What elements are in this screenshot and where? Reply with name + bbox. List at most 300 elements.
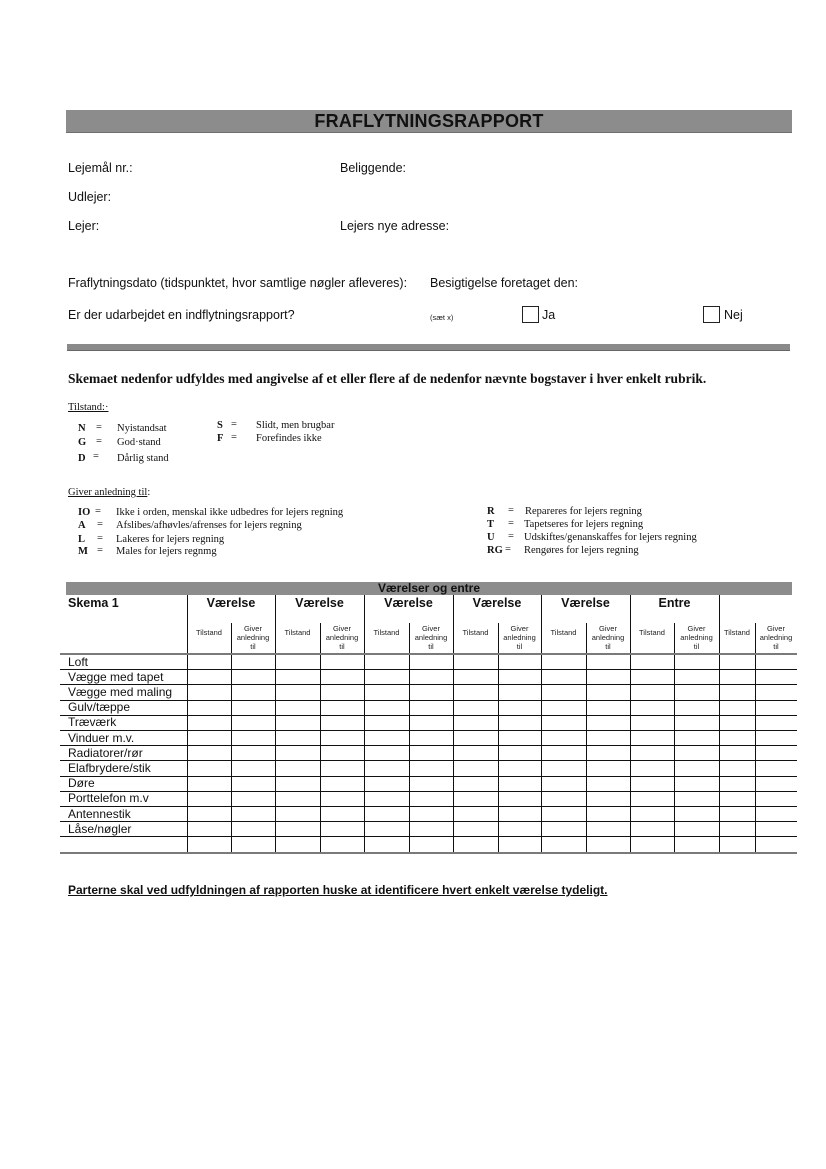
- tilstand-cell[interactable]: [542, 701, 586, 715]
- row-label: Loft: [68, 654, 89, 669]
- giver-anledning-line: anledning: [503, 633, 536, 642]
- legend-desc: Repareres for lejers regning: [525, 506, 642, 517]
- giver-anledning-subheader: [320, 624, 364, 651]
- ja-label: Ja: [542, 308, 556, 322]
- giver-anledning-cell[interactable]: [587, 685, 630, 699]
- tilstand-cell[interactable]: [631, 701, 674, 715]
- tilstand-cell[interactable]: [276, 807, 320, 821]
- giver-anledning-line: til: [516, 642, 523, 651]
- legend-desc: Nyistandsat: [117, 423, 167, 434]
- tilstand-cell[interactable]: [365, 777, 409, 791]
- legend-code: A: [78, 520, 86, 531]
- giver-anledning-cell[interactable]: [410, 746, 453, 760]
- giver-anledning-cell[interactable]: [587, 807, 630, 821]
- anledning-heading-text: Giver anledning til: [68, 487, 148, 498]
- tilstand-cell[interactable]: [631, 837, 674, 851]
- table-band-title: Værelser og entre: [377, 581, 481, 595]
- giver-anledning-line: anledning: [236, 633, 270, 642]
- legend-code: IO: [78, 507, 91, 518]
- tilstand-cell[interactable]: [188, 777, 231, 791]
- ja-checkbox[interactable]: [522, 306, 539, 323]
- tilstand-cell[interactable]: [276, 731, 320, 745]
- tilstand-subheader: Tilstand: [373, 628, 400, 637]
- legend-eq: =: [231, 432, 237, 443]
- legend-desc: God·stand: [117, 437, 161, 448]
- giver-anledning-cell[interactable]: [756, 731, 797, 745]
- giver-anledning-cell[interactable]: [675, 701, 719, 715]
- tilstand-subheader: Tilstand: [639, 628, 665, 637]
- tilstand-cell[interactable]: [188, 701, 231, 715]
- legend-code: M: [78, 546, 88, 557]
- tilstand-cell[interactable]: [542, 655, 586, 669]
- giver-anledning-line: anledning: [759, 633, 793, 642]
- giver-anledning-subheader: [755, 624, 797, 651]
- legend-eq: =: [95, 506, 101, 517]
- legend-eq: =: [96, 422, 102, 433]
- giver-anledning-cell[interactable]: [410, 761, 453, 775]
- tilstand-cell[interactable]: [631, 822, 674, 836]
- giver-anledning-cell[interactable]: [499, 746, 541, 760]
- tilstand-cell[interactable]: [542, 807, 586, 821]
- giver-anledning-cell[interactable]: [587, 746, 630, 760]
- tilstand-cell[interactable]: [631, 685, 674, 699]
- giver-anledning-line: til: [250, 642, 256, 651]
- giver-anledning-cell[interactable]: [321, 822, 364, 836]
- giver-anledning-line: Giver: [244, 624, 262, 633]
- lejemaal-label: Lejemål nr.:: [68, 161, 133, 175]
- giver-anledning-cell[interactable]: [499, 761, 541, 775]
- tilstand-cell[interactable]: [365, 807, 409, 821]
- giver-anledning-cell[interactable]: [675, 792, 719, 806]
- tilstand-cell[interactable]: [454, 670, 498, 684]
- giver-anledning-cell[interactable]: [410, 655, 453, 669]
- legend-eq: =: [508, 505, 514, 516]
- giver-anledning-line: anledning: [325, 633, 359, 642]
- tilstand-cell[interactable]: [276, 792, 320, 806]
- saet-x-hint: (sæt x): [430, 313, 454, 322]
- giver-anledning-cell[interactable]: [587, 731, 630, 745]
- tilstand-subheader: Tilstand: [462, 628, 489, 637]
- tilstand-cell[interactable]: [720, 792, 755, 806]
- tilstand-cell[interactable]: [720, 746, 755, 760]
- lejers-nye-adresse-label: Lejers nye adresse:: [340, 219, 450, 233]
- giver-anledning-subheader: [586, 624, 630, 651]
- giver-anledning-cell[interactable]: [675, 670, 719, 684]
- giver-anledning-cell[interactable]: [587, 716, 630, 730]
- giver-anledning-subheader: [231, 624, 275, 651]
- tilstand-cell[interactable]: [720, 716, 755, 730]
- tilstand-subheader: Tilstand: [724, 628, 750, 637]
- legend-desc: Rengøres for lejers regning: [524, 545, 639, 556]
- giver-anledning-cell[interactable]: [499, 655, 541, 669]
- legend-code: RG: [487, 545, 503, 556]
- giver-anledning-cell[interactable]: [410, 701, 453, 715]
- tilstand-cell[interactable]: [188, 807, 231, 821]
- legend-desc: Slidt, men brugbar: [256, 420, 335, 431]
- tilstand-cell[interactable]: [365, 716, 409, 730]
- giver-anledning-cell[interactable]: [232, 822, 275, 836]
- tilstand-cell[interactable]: [631, 792, 674, 806]
- udlejer-label: Udlejer:: [68, 190, 112, 204]
- legend-code: G: [78, 437, 87, 448]
- row-label: Vinduer m.v.: [68, 730, 135, 745]
- giver-anledning-cell[interactable]: [321, 670, 364, 684]
- legend-eq: =: [97, 533, 103, 544]
- giver-anledning-cell[interactable]: [675, 761, 719, 775]
- giver-anledning-cell[interactable]: [321, 701, 364, 715]
- tilstand-cell[interactable]: [365, 655, 409, 669]
- giver-anledning-cell[interactable]: [756, 685, 797, 699]
- giver-anledning-cell[interactable]: [675, 716, 719, 730]
- lejer-label: Lejer:: [68, 219, 100, 233]
- giver-anledning-cell[interactable]: [232, 777, 275, 791]
- tilstand-cell[interactable]: [454, 701, 498, 715]
- giver-anledning-cell[interactable]: [756, 670, 797, 684]
- legend-eq: =: [231, 419, 237, 430]
- legend-code: D: [78, 453, 86, 464]
- tilstand-cell[interactable]: [276, 716, 320, 730]
- tilstand-cell[interactable]: [542, 792, 586, 806]
- tilstand-cell[interactable]: [720, 761, 755, 775]
- tilstand-cell[interactable]: [542, 670, 586, 684]
- tilstand-cell[interactable]: [188, 761, 231, 775]
- row-label: Låse/nøgler: [68, 821, 132, 836]
- tilstand-cell[interactable]: [631, 746, 674, 760]
- tilstand-cell[interactable]: [454, 655, 498, 669]
- giver-anledning-cell[interactable]: [499, 777, 541, 791]
- giver-anledning-cell[interactable]: [321, 746, 364, 760]
- tilstand-cell[interactable]: [454, 792, 498, 806]
- tilstand-cell[interactable]: [454, 731, 498, 745]
- tilstand-cell[interactable]: [188, 716, 231, 730]
- tilstand-cell[interactable]: [720, 701, 755, 715]
- legend-eq: =: [508, 518, 514, 529]
- tilstand-cell[interactable]: [365, 731, 409, 745]
- legend-code: F: [217, 433, 224, 444]
- table-bottom-rule: [60, 852, 797, 854]
- giver-anledning-cell[interactable]: [410, 807, 453, 821]
- giver-anledning-cell[interactable]: [499, 716, 541, 730]
- giver-anledning-cell[interactable]: [321, 792, 364, 806]
- tilstand-cell[interactable]: [631, 761, 674, 775]
- tilstand-cell[interactable]: [720, 837, 755, 851]
- tilstand-cell[interactable]: [631, 655, 674, 669]
- tilstand-cell[interactable]: [276, 822, 320, 836]
- giver-anledning-cell[interactable]: [675, 731, 719, 745]
- tilstand-subheader: Tilstand: [196, 628, 222, 637]
- besigtigelse-label: Besigtigelse foretaget den:: [430, 276, 579, 290]
- tilstand-cell[interactable]: [276, 670, 320, 684]
- giver-anledning-cell[interactable]: [499, 670, 541, 684]
- tilstand-cell[interactable]: [188, 792, 231, 806]
- giver-anledning-subheader: [674, 624, 719, 651]
- tilstand-cell[interactable]: [542, 716, 586, 730]
- giver-anledning-cell[interactable]: [232, 761, 275, 775]
- row-label: Døre: [68, 776, 95, 791]
- tilstand-cell[interactable]: [365, 761, 409, 775]
- footer-note: Parterne skal ved udfyldningen af rapporten huske at identificere hvert enkelt værelse tydeligt.: [68, 883, 608, 897]
- giver-anledning-cell[interactable]: [756, 807, 797, 821]
- tilstand-cell[interactable]: [454, 746, 498, 760]
- legend-eq: =: [505, 544, 511, 555]
- tilstand-cell[interactable]: [631, 716, 674, 730]
- giver-anledning-cell[interactable]: [756, 837, 797, 851]
- tilstand-cell[interactable]: [188, 822, 231, 836]
- tilstand-cell[interactable]: [276, 655, 320, 669]
- anledning-heading-suffix: :: [147, 487, 151, 498]
- giver-anledning-cell[interactable]: [675, 807, 719, 821]
- tilstand-cell[interactable]: [276, 761, 320, 775]
- tilstand-cell[interactable]: [542, 837, 586, 851]
- skema-title: Skema 1: [68, 596, 119, 610]
- tilstand-cell[interactable]: [631, 670, 674, 684]
- giver-anledning-cell[interactable]: [587, 822, 630, 836]
- giver-anledning-line: Giver: [422, 624, 440, 633]
- tilstand-cell[interactable]: [542, 685, 586, 699]
- tilstand-cell[interactable]: [188, 837, 231, 851]
- tilstand-cell[interactable]: [720, 822, 755, 836]
- tilstand-subheader: Tilstand: [550, 628, 577, 637]
- row-label: Træværk: [68, 715, 117, 730]
- giver-anledning-cell[interactable]: [232, 716, 275, 730]
- row-label: Elafbrydere/stik: [68, 760, 151, 775]
- tilstand-cell[interactable]: [454, 685, 498, 699]
- tilstand-cell[interactable]: [720, 655, 755, 669]
- giver-anledning-cell[interactable]: [410, 731, 453, 745]
- legend-desc: Tapetseres for lejers regning: [524, 519, 644, 530]
- legend-eq: =: [97, 545, 103, 556]
- giver-anledning-cell[interactable]: [675, 746, 719, 760]
- tilstand-cell[interactable]: [365, 670, 409, 684]
- giver-anledning-line: Giver: [767, 624, 785, 633]
- giver-anledning-cell[interactable]: [499, 685, 541, 699]
- tilstand-cell[interactable]: [454, 761, 498, 775]
- nej-checkbox[interactable]: [703, 306, 720, 323]
- giver-anledning-cell[interactable]: [756, 746, 797, 760]
- giver-anledning-line: Giver: [333, 624, 351, 633]
- tilstand-cell[interactable]: [631, 807, 674, 821]
- room-header: Værelse: [295, 596, 344, 610]
- fraflytningsdato-label: Fraflytningsdato (tidspunktet, hvor samtlige nøgler afleveres):: [68, 276, 408, 290]
- giver-anledning-cell[interactable]: [232, 685, 275, 699]
- table-band: [66, 582, 792, 595]
- giver-anledning-cell[interactable]: [675, 685, 719, 699]
- legend-code: L: [78, 534, 86, 545]
- giver-anledning-line: anledning: [591, 633, 625, 642]
- row-label: Radiatorer/rør: [68, 745, 143, 760]
- giver-anledning-cell[interactable]: [321, 655, 364, 669]
- giver-anledning-cell[interactable]: [321, 777, 364, 791]
- legend-code: S: [217, 420, 223, 431]
- tilstand-cell[interactable]: [542, 777, 586, 791]
- legend-desc: Ikke i orden, menskal ikke udbedres for lejers regning: [116, 507, 344, 518]
- giver-anledning-line: til: [339, 642, 345, 651]
- giver-anledning-cell[interactable]: [587, 655, 630, 669]
- instruction-text: Skemaet nedenfor udfyldes med angivelse af et eller flere af de nedenfor nævnte bogstaver i hver enkelt rubrik.: [68, 371, 707, 386]
- giver-anledning-cell[interactable]: [321, 761, 364, 775]
- giver-anledning-cell[interactable]: [232, 655, 275, 669]
- legend-eq: =: [508, 531, 514, 542]
- tilstand-cell[interactable]: [720, 731, 755, 745]
- giver-anledning-cell[interactable]: [675, 822, 719, 836]
- tilstand-cell[interactable]: [454, 807, 498, 821]
- tilstand-cell[interactable]: [542, 731, 586, 745]
- title-bar: [66, 110, 792, 133]
- giver-anledning-cell[interactable]: [587, 837, 630, 851]
- legend-desc: Dårlig stand: [117, 453, 169, 464]
- indflytningsrapport-question: Er der udarbejdet en indflytningsrapport?: [68, 308, 295, 322]
- tilstand-cell[interactable]: [631, 777, 674, 791]
- row-label: Antennestik: [68, 806, 131, 821]
- tilstand-cell[interactable]: [365, 792, 409, 806]
- giver-anledning-subheader: [409, 624, 453, 651]
- tilstand-cell[interactable]: [188, 685, 231, 699]
- row-label: Vægge med tapet: [68, 669, 164, 684]
- giver-anledning-cell[interactable]: [499, 701, 541, 715]
- legend-eq: =: [97, 519, 103, 530]
- giver-anledning-line: anledning: [680, 633, 713, 642]
- tilstand-cell[interactable]: [720, 777, 755, 791]
- giver-anledning-cell[interactable]: [410, 716, 453, 730]
- legend-code: T: [487, 519, 495, 530]
- giver-anledning-line: anledning: [414, 633, 448, 642]
- giver-anledning-cell[interactable]: [499, 822, 541, 836]
- legend-code: R: [487, 506, 495, 517]
- row-label: Vægge med maling: [68, 684, 173, 699]
- giver-anledning-cell[interactable]: [410, 792, 453, 806]
- giver-anledning-cell[interactable]: [232, 837, 275, 851]
- row-label: Porttelefon m.v: [68, 791, 149, 806]
- giver-anledning-cell[interactable]: [587, 670, 630, 684]
- tilstand-cell[interactable]: [631, 731, 674, 745]
- giver-anledning-line: til: [428, 642, 434, 651]
- tilstand-cell[interactable]: [454, 822, 498, 836]
- tilstand-cell[interactable]: [188, 670, 231, 684]
- giver-anledning-cell[interactable]: [499, 807, 541, 821]
- giver-anledning-cell[interactable]: [499, 792, 541, 806]
- tilstand-cell[interactable]: [542, 822, 586, 836]
- giver-anledning-cell[interactable]: [587, 701, 630, 715]
- row-label: Gulv/tæppe: [68, 700, 131, 715]
- document-title: FRAFLYTNINGSRAPPORT: [314, 111, 544, 131]
- giver-anledning-cell[interactable]: [499, 837, 541, 851]
- giver-anledning-cell[interactable]: [321, 837, 364, 851]
- giver-anledning-line: til: [605, 642, 611, 651]
- giver-anledning-cell[interactable]: [410, 670, 453, 684]
- room-header: Værelse: [472, 596, 522, 610]
- tilstand-cell[interactable]: [276, 701, 320, 715]
- tilstand-cell[interactable]: [720, 685, 755, 699]
- tilstand-cell[interactable]: [365, 822, 409, 836]
- giver-anledning-cell[interactable]: [232, 731, 275, 745]
- giver-anledning-cell[interactable]: [756, 822, 797, 836]
- giver-anledning-line: til: [693, 642, 700, 651]
- giver-anledning-cell[interactable]: [232, 701, 275, 715]
- giver-anledning-cell[interactable]: [587, 761, 630, 775]
- tilstand-cell[interactable]: [276, 777, 320, 791]
- giver-anledning-cell[interactable]: [499, 731, 541, 745]
- giver-anledning-cell[interactable]: [321, 685, 364, 699]
- giver-anledning-line: Giver: [599, 624, 617, 633]
- giver-anledning-cell[interactable]: [410, 822, 453, 836]
- room-header: Værelse: [561, 596, 610, 610]
- giver-anledning-cell[interactable]: [587, 792, 630, 806]
- giver-anledning-cell[interactable]: [756, 777, 797, 791]
- tilstand-cell[interactable]: [276, 685, 320, 699]
- tilstand-subheader: Tilstand: [284, 628, 311, 637]
- giver-anledning-cell[interactable]: [410, 685, 453, 699]
- giver-anledning-line: Giver: [510, 624, 529, 633]
- giver-anledning-cell[interactable]: [321, 716, 364, 730]
- legend-eq: =: [93, 451, 99, 462]
- tilstand-cell[interactable]: [276, 837, 320, 851]
- legend-desc: Lakeres for lejers regning: [116, 534, 225, 545]
- giver-anledning-line: Giver: [687, 624, 706, 633]
- giver-anledning-cell[interactable]: [756, 761, 797, 775]
- legend-eq: =: [96, 436, 102, 447]
- giver-anledning-cell[interactable]: [232, 670, 275, 684]
- tilstand-cell[interactable]: [276, 746, 320, 760]
- giver-anledning-subheader: [498, 624, 541, 651]
- legend-code: U: [487, 532, 495, 543]
- section-divider: [67, 344, 790, 351]
- tilstand-cell[interactable]: [365, 746, 409, 760]
- tilstand-cell[interactable]: [188, 731, 231, 745]
- legend-desc: Forefindes ikke: [256, 433, 322, 444]
- giver-anledning-cell[interactable]: [321, 731, 364, 745]
- giver-anledning-cell[interactable]: [410, 777, 453, 791]
- tilstand-cell[interactable]: [720, 670, 755, 684]
- tilstand-cell[interactable]: [188, 655, 231, 669]
- giver-anledning-cell[interactable]: [675, 777, 719, 791]
- giver-anledning-cell[interactable]: [321, 807, 364, 821]
- legend-desc: Afslibes/afhøvles/afrenses for lejers regning: [116, 520, 302, 531]
- tilstand-cell[interactable]: [542, 746, 586, 760]
- giver-anledning-cell[interactable]: [756, 701, 797, 715]
- tilstand-cell[interactable]: [454, 837, 498, 851]
- giver-anledning-cell[interactable]: [410, 837, 453, 851]
- room-header: Værelse: [384, 596, 433, 610]
- tilstand-cell[interactable]: [365, 837, 409, 851]
- tilstand-cell[interactable]: [365, 701, 409, 715]
- giver-anledning-cell[interactable]: [675, 655, 719, 669]
- giver-anledning-cell[interactable]: [232, 792, 275, 806]
- giver-anledning-cell[interactable]: [675, 837, 719, 851]
- tilstand-cell[interactable]: [454, 716, 498, 730]
- tilstand-legend-heading: Tilstand:·: [68, 402, 109, 413]
- tilstand-cell[interactable]: [720, 807, 755, 821]
- anledning-legend-heading: [68, 487, 150, 498]
- legend-desc: Udskiftes/genanskaffes for lejers regning: [524, 532, 697, 543]
- room-header: Entre: [658, 596, 691, 610]
- legend-desc: Males for lejers regnmg: [116, 546, 217, 557]
- giver-anledning-cell[interactable]: [232, 746, 275, 760]
- tilstand-cell[interactable]: [454, 777, 498, 791]
- giver-anledning-cell[interactable]: [756, 716, 797, 730]
- giver-anledning-cell[interactable]: [756, 792, 797, 806]
- room-header: Værelse: [206, 596, 256, 610]
- tilstand-cell[interactable]: [188, 746, 231, 760]
- giver-anledning-line: til: [773, 642, 779, 651]
- giver-anledning-cell[interactable]: [756, 655, 797, 669]
- tilstand-cell[interactable]: [542, 761, 586, 775]
- legend-code: N: [78, 423, 86, 434]
- beliggende-label: Beliggende:: [340, 161, 407, 175]
- giver-anledning-cell[interactable]: [232, 807, 275, 821]
- nej-label: Nej: [724, 308, 743, 322]
- tilstand-cell[interactable]: [365, 685, 409, 699]
- giver-anledning-cell[interactable]: [587, 777, 630, 791]
